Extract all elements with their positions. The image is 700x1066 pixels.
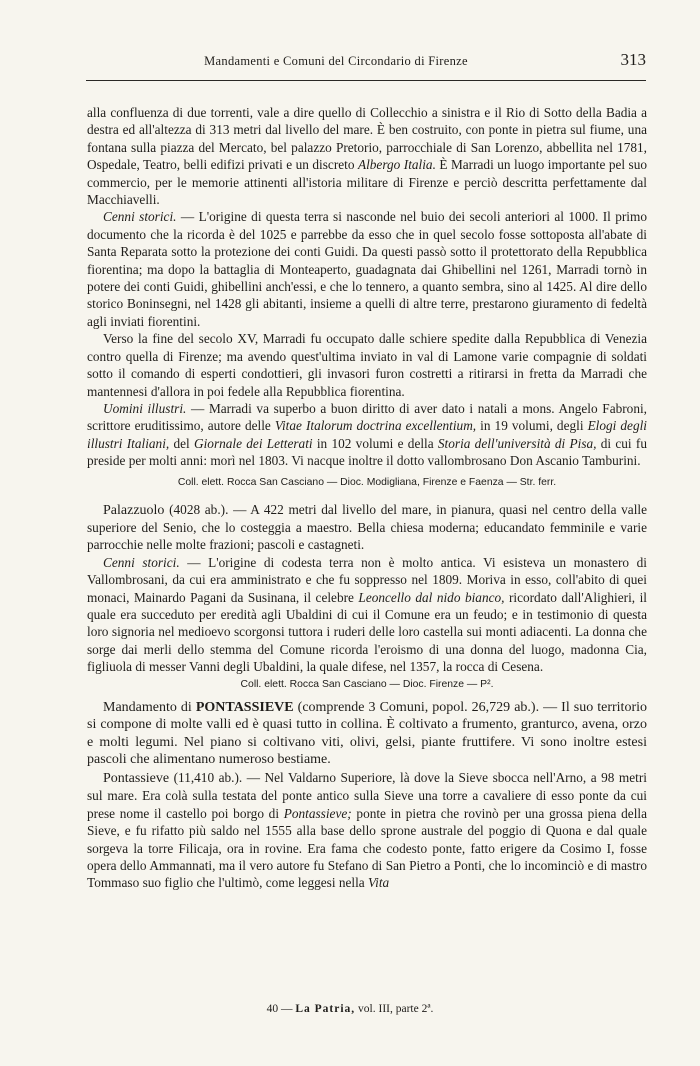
marradi-cenni-storici bbox=[87, 208, 647, 330]
text-run: (comprende 3 Comuni, popol. 26,729 ab.). — Il suo territorio si compone di molte valli ed è quasi tutto in collina. È coltivato a frumento, granturco, avena, orzo e molti legumi. Nel piano si coltivano viti, olivi, gelsi, piante fruttifere. Vi sono inoltre estesi pascoli che alimentano numeroso bestiame. bbox=[87, 699, 647, 768]
footer-suffix: vol. III, parte 2ª. bbox=[355, 1003, 434, 1015]
marradi-paragraph-1 bbox=[87, 104, 647, 208]
running-header bbox=[86, 50, 646, 81]
italic-run: Giornale dei Letterati bbox=[194, 435, 313, 451]
text-run: (11,410 ab.). — Nel Valdarno Superiore, là dove la Sieve sbocca nell'Arno, a 98 metri sul mare. Era colà sulla testata del ponte antico sulla Sieve una torre a cavaliere di esso ponte da cui prese nome il castello poi borgo di bbox=[87, 769, 647, 821]
mandamento-label: Mandamento di bbox=[103, 699, 196, 715]
page-footer bbox=[0, 1003, 700, 1015]
text-run: È Marradi un luogo importante pel suo commercio, per le memorie attinenti all'istoria militare di Firenze e perciò descritta perfettamente dal Macchiavelli. bbox=[87, 157, 647, 208]
text-run: — L'origine di questa terra si nasconde nel buio dei secoli anteriori al 1000. Il primo documento che la ricorda è del 1025 e parrebbe da esso che in quel secolo fosse sottoposta all'abate di Santa Reparata sotto la protezione dei conti Guidi. Da questi passò sotto il protettorato della Repubblica fiorentina; ma dopo la battaglia di Monteaperto, guadagnata dai Ghibellini nel 1261, Marradi tornò in potere dei conti Guidi, ghibellini anch'essi, e che lo tennero, a quanto sembra, sino al 1425. Al dire dello storico Boninsegni, nel 1428 gli abitanti, insieme a quelli di altre terre, prestarono giuramento di fedeltà agli inviati fiorentini. bbox=[87, 209, 647, 329]
running-title: Mandamenti e Comuni del Circondario di Firenze bbox=[204, 54, 468, 68]
text-run: (4028 ab.). — A 422 metri dal livello del mare, in pianura, quasi nel centro della valle superiore del Senio, che lo costeggia a maestro. Bella chiesa moderna; educandato femminile e varie parrocchie nelle molte frazioni; pascoli e castagneti. bbox=[87, 501, 647, 553]
place-name: Pontassieve bbox=[103, 770, 170, 786]
italic-run: Vita bbox=[368, 875, 390, 891]
page-number: 313 bbox=[620, 50, 646, 69]
italic-run: Leoncello dal nido bianco, bbox=[358, 589, 505, 605]
text-run: alla confluenza di due torrenti, vale a dire quello di Collecchio a sinistra e il Rio di Sotto della Badia a destra ed all'altezza di 313 metri dal livello del mare. È ben costruito, con ponte in pietra sul fiume, una fontana sulla piazza del Mercato, bel palazzo Pretorio, parrocchiale di San Lorenzo, abbellita nel 1781, Ospedale, Teatro, belli edifizi privati e un discreto bbox=[87, 105, 647, 173]
body-text bbox=[87, 104, 647, 892]
footer-brand: La Patria, bbox=[295, 1003, 356, 1015]
text-run: ponte in pietra che rovinò per una grossa piena della Sieve, e fu rifatto più saldo nel 1555 alla base dello sprone australe del poggio di Quona e dal quale sorgeva la torre Filicaja, ora in rovine. Era fama che codesto ponte, fatto erigere da Cosimo I, fosse opera dello Ammannati, ma il vero autore fu Stefano di San Pietro a Ponti, che lo incominciò e di mastro Tommaso suo figlio che l'ultimò, come leggesi nella bbox=[87, 805, 647, 891]
italic-run: Pontassieve; bbox=[283, 805, 352, 821]
text-run: del bbox=[169, 435, 194, 451]
italic-run: Albergo Italia. bbox=[357, 157, 436, 173]
mandamento-pontassieve bbox=[87, 699, 647, 769]
pontassieve-entry bbox=[87, 769, 647, 892]
text-run: — L'origine di codesta terra non è molto antica. Vi esisteva un monastero di Vallombrosani, da cui era amministrato e che fu soppresso nel 1809. Moriva in esso, coll'abito di quei monaci, Mainardo Pagani da Susinana, il celebre bbox=[87, 554, 647, 605]
place-name: Palazzuolo bbox=[103, 502, 165, 518]
section-label: Cenni storici. bbox=[103, 554, 180, 570]
marradi-paragraph-3: Verso la fine del secolo XV, Marradi fu occupato dalle schiere spedite dalla Repubblica di Venezia contro quella di Firenze; ma avendo quest'ultima inviato in val di Lamone varie compagnie di soldati sotto il comando di esperti condottieri, gli invasori furon costretti a ritirarsi in fretta da Marradi che mantennesi d'allora in poi fedele alla Repubblica fiorentina. bbox=[87, 331, 647, 399]
italic-run: Elogi degli illustri Italiani, bbox=[87, 418, 647, 451]
text-run: di cui fu preside per molti anni: morì nel 1803. Vi nacque inoltre il dotto vallombrosano Don Ascanio Tamburini. bbox=[87, 435, 647, 469]
text-run: in 102 volumi e della bbox=[312, 435, 438, 451]
section-label: Uomini illustri. bbox=[103, 400, 187, 416]
section-label: Cenni storici. bbox=[103, 209, 177, 225]
italic-run: Vitae Italorum doctrina excellentium, bbox=[274, 418, 477, 434]
palazzuolo-cenni-storici bbox=[87, 554, 647, 676]
footer-prefix: 40 — bbox=[266, 1003, 296, 1015]
mandamento-name: PONTASSIEVE bbox=[195, 699, 294, 715]
italic-run: Storia dell'università di Pisa, bbox=[437, 435, 597, 451]
text-run: in 19 volumi, degli bbox=[476, 418, 588, 434]
marradi-uomini-illustri bbox=[87, 400, 647, 470]
text-run: — Marradi va superbo a buon diritto di aver dato i natali a mons. Angelo Fabroni, scrittore eruditissimo, autore delle bbox=[87, 400, 647, 434]
palazzuolo-footnote: Coll. elett. Rocca San Casciano — Dioc. Firenze — P². bbox=[240, 678, 494, 690]
text-run: ricordato dall'Alighieri, il quale era succeduto per eredità agli Ubaldini di cui il Comune era un feudo; e in testimonio di questa loro signoria nel medioevo scorgonsi tuttora i ruderi delle loro castella sui monti adiacenti. La donna che sorge dai merli dello stemma del Comune ricorda l'eroismo di una donna del luogo, madonna Cia, figliuola di messer Vanni degli Ubaldini, la quale difese, nel 1357, la rocca di Cesena. bbox=[87, 589, 647, 675]
marradi-footnote: Coll. elett. Rocca San Casciano — Dioc. Modigliana, Firenze e Faenza — Str. ferr. bbox=[177, 476, 557, 488]
palazzuolo-entry bbox=[87, 501, 647, 554]
